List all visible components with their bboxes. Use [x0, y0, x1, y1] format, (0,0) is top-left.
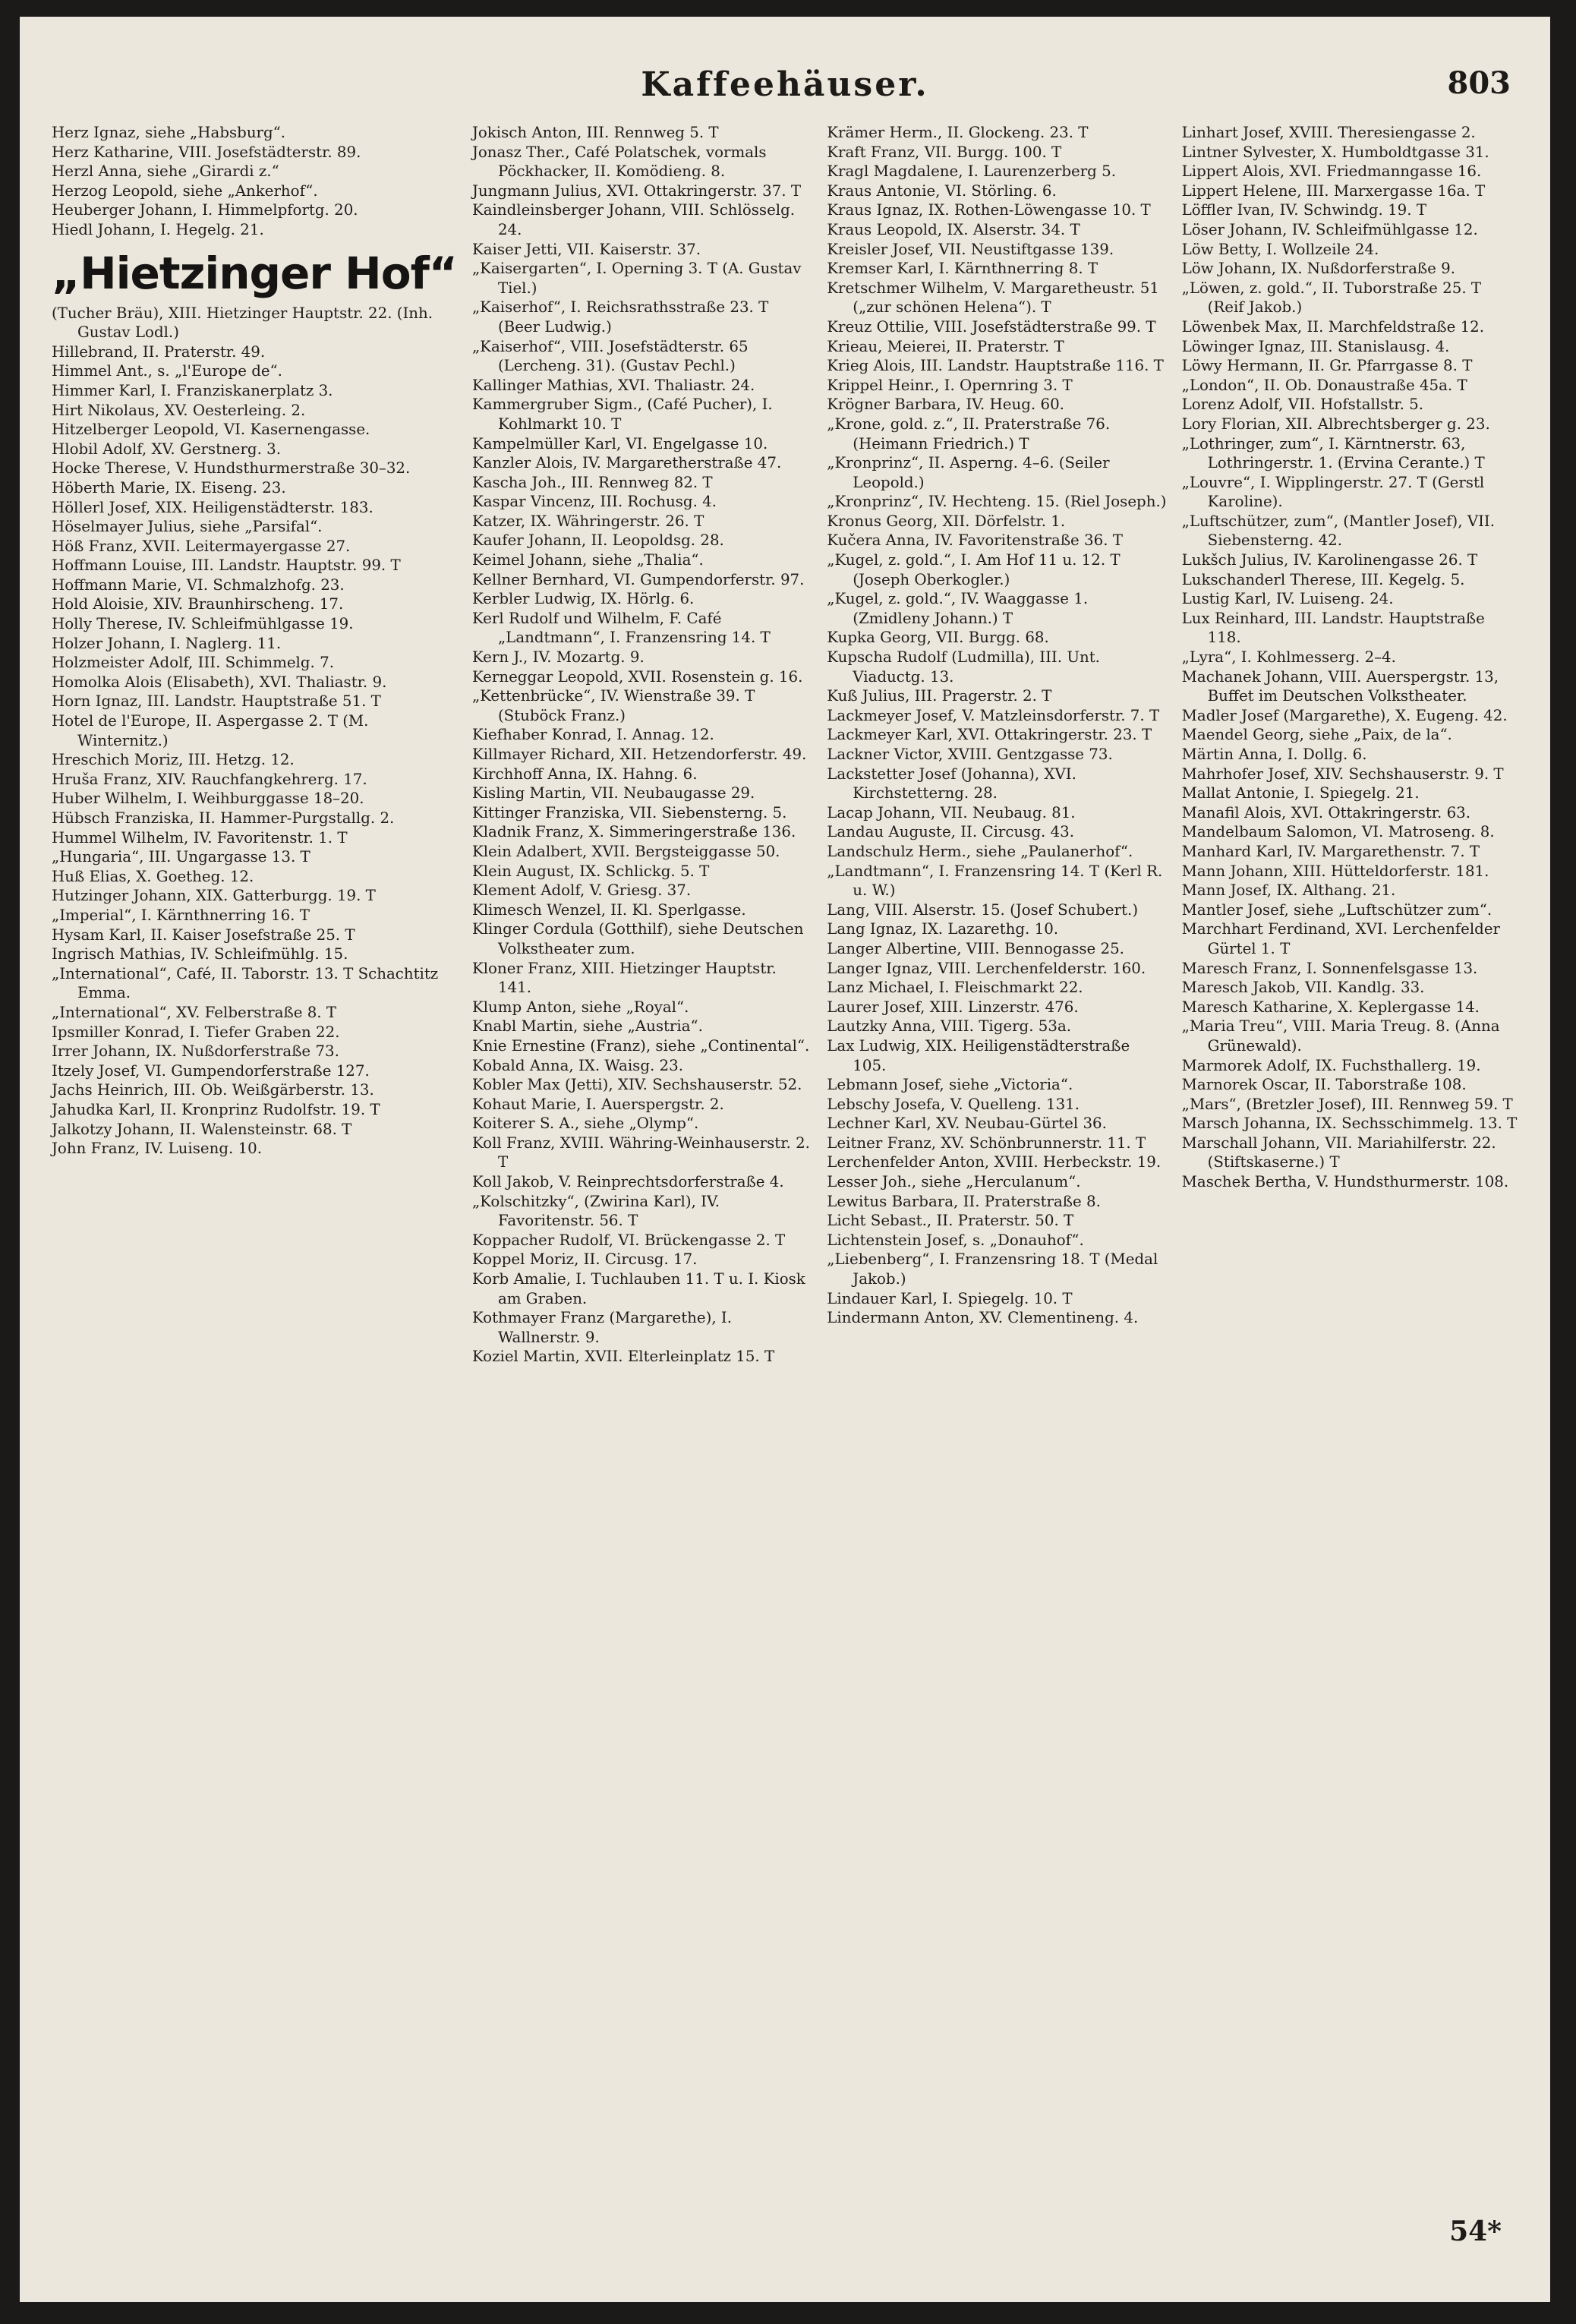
directory-entry: Lackner Victor, XVIII. Gentzgasse 73. [827, 746, 1113, 763]
directory-entry: Klimesch Wenzel, II. Kl. Sperlgasse. [471, 900, 746, 919]
directory-entry: John Franz, IV. Luiseng. 10. [52, 1140, 263, 1158]
directory-entry: Hitzelberger Leopold, VI. Kasernengasse. [52, 421, 370, 439]
directory-entry: Hlobil Adolf, XV. Gerstnerg. 3. [52, 440, 282, 458]
directory-entry: „Louvre“, I. Wipplingerstr. 27. T (Gerstl Karoline). [1181, 473, 1485, 511]
column-4 [1182, 123, 1521, 2188]
directory-entry: Kascha Joh., III. Rennweg 82. T [471, 473, 713, 491]
directory-entry: Hold Aloisie, XIV. Braunhirscheng. 17. [52, 595, 344, 613]
directory-entry: „Hungaria“, III. Ungargasse 13. T [52, 848, 310, 866]
directory-entry: Kreisler Josef, VII. Neustiftgasse 139. [827, 240, 1114, 258]
directory-entry: Kaufer Johann, II. Leopoldsg. 28. [471, 531, 724, 550]
directory-entry: „London“, II. Ob. Donaustraße 45a. T [1181, 376, 1467, 394]
directory-entry: Kladnik Franz, X. Simmeringerstraße 136. [471, 823, 796, 841]
directory-entry: Mahrhofer Josef, XIV. Sechshauserstr. 9. T [1181, 765, 1504, 783]
directory-entry: Lanz Michael, I. Fleischmarkt 22. [827, 979, 1083, 997]
directory-entry: Lackstetter Josef (Johanna), XVI. Kirchstetterng. 28. [827, 765, 1076, 803]
directory-entry: Langer Albertine, VIII. Bennogasse 25. [827, 939, 1124, 957]
directory-entry: Jokisch Anton, III. Rennweg 5. T [471, 124, 719, 141]
directory-entry: Kammergruber Sigm., (Café Pucher), I. Kohlmarkt 10. T [471, 396, 773, 433]
directory-entry: Höberth Marie, IX. Eiseng. 23. [52, 478, 286, 497]
column-2 [472, 123, 812, 2188]
directory-entry: Manafil Alois, XVI. Ottakringerstr. 63. [1181, 803, 1471, 821]
directory-page [20, 17, 1550, 2302]
directory-entry: Licht Sebast., II. Praterstr. 50. T [827, 1212, 1074, 1230]
directory-entry: Lax Ludwig, XIX. Heiligenstädterstraße 105. [827, 1036, 1130, 1074]
page-title: Kaffeehäuser. [641, 65, 929, 104]
directory-entry: Itzely Josef, VI. Gumpendorferstraße 127. [52, 1061, 370, 1080]
directory-entry: Landschulz Herm., siehe „Paulanerhof“. [827, 842, 1133, 860]
directory-entry: Heuberger Johann, I. Himmelpfortg. 20. [52, 201, 358, 219]
directory-entry: Jonasz Ther., Café Polatschek, vormals Pöckhacker, II. Komödieng. 8. [471, 143, 767, 181]
directory-entry: Kobald Anna, IX. Waisg. 23. [471, 1056, 684, 1074]
directory-entry: „Kaiserhof“, VIII. Josefstädterstr. 65 (Lercheng. 31). (Gustav Pechl.) [471, 337, 749, 375]
directory-entry: Krämer Herm., II. Glockeng. 23. T [827, 124, 1089, 141]
directory-entry: Kraus Leopold, IX. Alserstr. 34. T [827, 220, 1080, 238]
directory-entry: Hirt Nikolaus, XV. Oesterleing. 2. [52, 401, 306, 419]
directory-entry: Leitner Franz, XV. Schönbrunnerstr. 11. T [827, 1134, 1146, 1152]
directory-entry: Himmel Ant., s. „l'Europe de“. [52, 362, 282, 380]
directory-entry: Kerl Rudolf und Wilhelm, F. Café „Landtmann“, I. Franzensring 14. T [471, 609, 771, 647]
directory-entry: Madler Josef (Margarethe), X. Eugeng. 42. [1181, 706, 1508, 724]
running-head [20, 65, 1550, 118]
directory-entry: Kerbler Ludwig, IX. Hörlg. 6. [471, 590, 695, 608]
directory-entry: Klump Anton, siehe „Royal“. [471, 998, 689, 1016]
directory-entry: Klein Adalbert, XVII. Bergsteiggasse 50. [471, 842, 780, 860]
directory-entry: Hoffmann Louise, III. Landstr. Hauptstr. 99. T [52, 557, 401, 575]
directory-entry: Mantler Josef, siehe „Luftschützer zum“. [1181, 900, 1492, 919]
directory-entry: Marchhart Ferdinand, XVI. Lerchenfelder Gürtel 1. T [1181, 920, 1500, 957]
directory-entry: Lang Ignaz, IX. Lazarethg. 10. [827, 920, 1059, 938]
directory-entry: Koziel Martin, XVII. Elterleinplatz 15. T [471, 1348, 775, 1366]
directory-entry: Löffler Ivan, IV. Schwindg. 19. T [1181, 201, 1427, 219]
directory-entry: Kittinger Franziska, VII. Siebensterng. 5. [471, 803, 787, 821]
directory-entry: „Imperial“, I. Kärnthnerring 16. T [52, 906, 310, 924]
directory-entry: Lebschy Josefa, V. Quelleng. 131. [827, 1095, 1080, 1113]
directory-entry: „Mars“, (Bretzler Josef), III. Rennweg 59. T [1181, 1095, 1513, 1113]
directory-entry: Hillebrand, II. Praterstr. 49. [52, 342, 266, 361]
directory-entry: Klein August, IX. Schlickg. 5. T [471, 862, 710, 880]
directory-entry: Hreschich Moriz, III. Hetzg. 12. [52, 751, 295, 769]
directory-entry: Kupka Georg, VII. Burgg. 68. [827, 629, 1049, 647]
directory-entry: Kaiser Jetti, VII. Kaiserstr. 37. [471, 240, 701, 258]
directory-entry: Hiedl Johann, I. Hegelg. 21. [52, 220, 264, 238]
directory-entry: Lewitus Barbara, II. Praterstraße 8. [827, 1192, 1101, 1210]
directory-entry: Lacap Johann, VII. Neubaug. 81. [827, 803, 1076, 821]
directory-entry: Kretschmer Wilhelm, V. Margaretheustr. 51 („zur schönen Helena“). T [827, 279, 1159, 317]
directory-entry: Kothmayer Franz (Margarethe), I. Wallnerstr. 9. [471, 1309, 733, 1346]
directory-entry: Kerneggar Leopold, XVII. Rosenstein g. 16. [471, 667, 803, 686]
directory-entry: Homolka Alois (Elisabeth), XVI. Thaliastr. 9. [52, 673, 387, 691]
directory-entry: Lux Reinhard, III. Landstr. Hauptstraße 118. [1181, 609, 1485, 647]
directory-entry: Hoffmann Marie, VI. Schmalzhofg. 23. [52, 575, 345, 594]
directory-entry: Herzog Leopold, siehe „Ankerhof“. [52, 181, 318, 200]
directory-entry: Löser Johann, IV. Schleifmühlgasse 12. [1181, 220, 1478, 238]
directory-entry: „Liebenberg“, I. Franzensring 18. T (Medal Jakob.) [827, 1250, 1158, 1288]
directory-entry: Lerchenfelder Anton, XVIII. Herbeckstr. 19. [827, 1153, 1162, 1171]
directory-entry: Kisling Martin, VII. Neubaugasse 29. [471, 784, 755, 803]
directory-entry: Huß Elias, X. Goetheg. 12. [52, 867, 254, 885]
column-1 [52, 123, 457, 2188]
directory-entry: „Kronprinz“, IV. Hechteng. 15. (Riel Joseph.) [827, 493, 1167, 511]
directory-entry: Löwy Hermann, II. Gr. Pfarrgasse 8. T [1181, 357, 1473, 375]
directory-entry: Lackmeyer Josef, V. Matzleinsdorferstr. 7. T [827, 706, 1160, 724]
directory-entry: Katzer, IX. Währingerstr. 26. T [471, 512, 704, 530]
directory-entry: „Kaiserhof“, I. Reichsrathsstraße 23. T (Beer Ludwig.) [471, 298, 769, 336]
directory-entry: Kaspar Vincenz, III. Rochusg. 4. [471, 493, 717, 511]
directory-entry: Holzer Johann, I. Naglerg. 11. [52, 634, 282, 652]
directory-entry: Laurer Josef, XIII. Linzerstr. 476. [827, 998, 1079, 1016]
directory-entry: Kirchhoff Anna, IX. Hahng. 6. [471, 765, 698, 783]
directory-entry: Keimel Johann, siehe „Thalia“. [471, 551, 704, 569]
directory-entry: „Kugel, z. gold.“, I. Am Hof 11 u. 12. T (Joseph Oberkogler.) [827, 551, 1121, 588]
directory-entry: „Maria Treu“, VIII. Maria Treug. 8. (Anna Grünewald). [1181, 1017, 1500, 1055]
directory-entry: Korb Amalie, I. Tuchlauben 11. T u. I. Kiosk am Graben. [471, 1270, 805, 1307]
directory-entry: Höselmayer Julius, siehe „Parsifal“. [52, 518, 323, 536]
featured-entry-heading: „Hietzinger Hof“ [52, 247, 457, 299]
directory-entry: „Kettenbrücke“, IV. Wienstraße 39. T (Stuböck Franz.) [471, 687, 755, 724]
directory-entry: Jungmann Julius, XVI. Ottakringerstr. 37. T [471, 181, 802, 200]
directory-entry: Knabl Martin, siehe „Austria“. [471, 1017, 703, 1036]
directory-entry: Jahudka Karl, II. Kronprinz Rudolfstr. 19. T [52, 1100, 380, 1118]
directory-entry: Löwinger Ignaz, III. Stanislausg. 4. [1181, 337, 1450, 355]
directory-entry: Koll Franz, XVIII. Währing-Weinhauserstr. 2. T [471, 1134, 810, 1171]
directory-entry: Kraus Ignaz, IX. Rothen-Löwengasse 10. T [827, 201, 1151, 219]
directory-entry: Mann Johann, XIII. Hütteldorferstr. 181. [1181, 862, 1489, 880]
directory-entry: Löwenbek Max, II. Marchfeldstraße 12. [1181, 317, 1485, 336]
directory-entry: Landau Auguste, II. Circusg. 43. [827, 823, 1075, 841]
directory-entry: Mallat Antonie, I. Spiegelg. 21. [1181, 784, 1420, 803]
directory-entry: Märtin Anna, I. Dollg. 6. [1181, 746, 1367, 763]
directory-entry: Lautzky Anna, VIII. Tigerg. 53a. [827, 1017, 1072, 1036]
directory-entry: Kobler Max (Jetti), XIV. Sechshauserstr. 52. [471, 1076, 802, 1094]
directory-entry: Holzmeister Adolf, III. Schimmelg. 7. [52, 654, 334, 672]
directory-entry: Kern J., IV. Mozartg. 9. [471, 648, 645, 667]
listing-columns [52, 123, 1521, 2188]
directory-entry: Höß Franz, XVII. Leitermayergasse 27. [52, 537, 351, 555]
directory-entry: Kampelmüller Karl, VI. Engelgasse 10. [471, 434, 768, 453]
directory-entry: Ingrisch Mathias, IV. Schleifmühlg. 15. [52, 945, 348, 963]
directory-entry: Krippel Heinr., I. Opernring 3. T [827, 376, 1073, 394]
directory-entry: Kraft Franz, VII. Burgg. 100. T [827, 143, 1062, 161]
directory-entry: Linhart Josef, XVIII. Theresiengasse 2. [1181, 124, 1476, 141]
directory-entry: Lackmeyer Karl, XVI. Ottakringerstr. 23. T [827, 726, 1152, 744]
directory-entry: „Krone, gold. z.“, II. Praterstraße 76. (Heimann Friedrich.) T [827, 415, 1111, 453]
directory-entry: Hutzinger Johann, XIX. Gatterburgg. 19. T [52, 887, 376, 905]
directory-entry: Löw Betty, I. Wollzeile 24. [1181, 240, 1379, 258]
directory-entry: Maschek Bertha, V. Hundsthurmerstr. 108. [1181, 1173, 1509, 1191]
directory-entry: Löw Johann, IX. Nußdorferstraße 9. [1181, 260, 1456, 278]
directory-entry: Hocke Therese, V. Hundsthurmerstraße 30–32. [52, 459, 411, 478]
directory-entry: Kronus Georg, XII. Dörfelstr. 1. [827, 512, 1066, 530]
directory-entry: Lintner Sylvester, X. Humboldtgasse 31. [1181, 143, 1489, 161]
directory-entry: Hübsch Franziska, II. Hammer-Purgstallg. 2. [52, 809, 395, 827]
directory-entry: Lechner Karl, XV. Neubau-Gürtel 36. [827, 1115, 1107, 1133]
directory-entry: Lippert Helene, III. Marxergasse 16a. T [1181, 181, 1486, 200]
directory-entry: „Kugel, z. gold.“, IV. Waaggasse 1. (Zmidleny Johann.) T [827, 590, 1089, 627]
directory-entry: Kaindleinsberger Johann, VIII. Schlösselg. 24. [471, 201, 796, 238]
directory-entry: Marsch Johanna, IX. Sechsschimmelg. 13. T [1181, 1115, 1518, 1133]
directory-entry: Hysam Karl, II. Kaiser Josefstraße 25. T [52, 926, 355, 944]
directory-entry: Kohaut Marie, I. Auerspergstr. 2. [471, 1095, 724, 1113]
directory-entry: Maendel Georg, siehe „Paix, de la“. [1181, 726, 1452, 744]
directory-entry: „Kolschitzky“, (Zwirina Karl), IV. Favoritenstr. 56. T [471, 1192, 720, 1230]
directory-entry: Lindauer Karl, I. Spiegelg. 10. T [827, 1289, 1073, 1307]
directory-entry: Koppacher Rudolf, VI. Brückengasse 2. T [471, 1231, 786, 1249]
directory-entry: Herzl Anna, siehe „Girardi z.“ [52, 162, 279, 181]
page-number: 803 [1447, 65, 1511, 101]
directory-entry: „Löwen, z. gold.“, II. Tuborstraße 25. T (Reif Jakob.) [1181, 279, 1482, 317]
directory-entry: Kallinger Mathias, XVI. Thaliastr. 24. [471, 376, 755, 394]
directory-entry: „International“, Café, II. Taborstr. 13. T Schachtitz Emma. [52, 964, 439, 1002]
directory-entry: Killmayer Richard, XII. Hetzendorferstr. 49. [471, 746, 807, 763]
directory-entry: Lesser Joh., siehe „Herculanum“. [827, 1173, 1081, 1191]
directory-entry: Höllerl Josef, XIX. Heiligenstädterstr. 183. [52, 498, 374, 516]
directory-entry: Irrer Johann, IX. Nußdorferstraße 73. [52, 1042, 339, 1061]
directory-entry: Lang, VIII. Alserstr. 15. (Josef Schubert.) [827, 900, 1139, 919]
directory-entry: Krieau, Meierei, II. Praterstr. T [827, 337, 1064, 355]
directory-entry: Lindermann Anton, XV. Clementineng. 4. [827, 1309, 1139, 1327]
directory-entry: Koppel Moriz, II. Circusg. 17. [471, 1250, 698, 1269]
directory-entry: „Luftschützer, zum“, (Mantler Josef), VII. Siebensterng. 42. [1181, 512, 1496, 550]
directory-entry: Jalkotzy Johann, II. Walensteinstr. 68. T [52, 1120, 352, 1138]
directory-entry: Kraus Antonie, VI. Störling. 6. [827, 181, 1057, 200]
directory-entry: Jachs Heinrich, III. Ob. Weißgärberstr. 13. [52, 1081, 374, 1099]
directory-entry: Hotel de l'Europe, II. Aspergasse 2. T (M. Winternitz.) [52, 712, 369, 749]
directory-entry: Lory Florian, XII. Albrechtsberger g. 23. [1181, 415, 1490, 433]
directory-entry: Langer Ignaz, VIII. Lerchenfelderstr. 160. [827, 959, 1146, 977]
directory-entry: Herz Ignaz, siehe „Habsburg“. [52, 124, 286, 141]
directory-entry: Lorenz Adolf, VII. Hofstallstr. 5. [1181, 396, 1424, 414]
directory-entry: „Kronprinz“, II. Asperng. 4–6. (Seiler Leopold.) [827, 454, 1110, 491]
directory-entry: Koiterer S. A., siehe „Olymp“. [471, 1115, 699, 1133]
directory-entry: Lichtenstein Josef, s. „Donauhof“. [827, 1231, 1084, 1249]
directory-entry: „Lyra“, I. Kohlmesserg. 2–4. [1181, 648, 1396, 667]
directory-entry: „Kaisergarten“, I. Operning 3. T (A. Gustav Tiel.) [471, 260, 802, 297]
directory-entry: Kiefhaber Konrad, I. Annag. 12. [471, 726, 714, 744]
directory-entry: Klinger Cordula (Gotthilf), siehe Deutschen Volkstheater zum. [471, 920, 804, 957]
directory-entry: Kloner Franz, XIII. Hietzinger Hauptstr. 141. [471, 959, 777, 997]
directory-entry: „International“, XV. Felberstraße 8. T [52, 1003, 337, 1021]
directory-entry: Lukschanderl Therese, III. Kegelg. 5. [1181, 570, 1465, 588]
directory-entry: Lukšch Julius, IV. Karolinengasse 26. T [1181, 551, 1478, 569]
directory-entry: Kragl Magdalene, I. Laurenzerberg 5. [827, 162, 1117, 181]
directory-entry: Kupscha Rudolf (Ludmilla), III. Unt. Viaductg. 13. [827, 648, 1100, 686]
directory-entry: Marnorek Oscar, II. Taborstraße 108. [1181, 1076, 1467, 1094]
directory-entry: Horn Ignaz, III. Landstr. Hauptstraße 51. T [52, 692, 381, 711]
directory-entry: Kremser Karl, I. Kärnthnerring 8. T [827, 260, 1098, 278]
directory-entry: Huber Wilhelm, I. Weihburggasse 18–20. [52, 790, 364, 808]
directory-entry: Krieg Alois, III. Landstr. Hauptstraße 116. T [827, 357, 1164, 375]
directory-entry: „Lothringer, zum“, I. Kärntnerstr. 63, Lothringerstr. 1. (Ervina Cerante.) T [1181, 434, 1485, 472]
directory-entry: Machanek Johann, VIII. Auerspergstr. 13, Buffet im Deutschen Volkstheater. [1181, 667, 1499, 705]
directory-entry: Maresch Franz, I. Sonnenfelsgasse 13. [1181, 959, 1478, 977]
directory-entry: Hummel Wilhelm, IV. Favoritenstr. 1. T [52, 828, 348, 847]
directory-entry: Lippert Alois, XVI. Friedmanngasse 16. [1181, 162, 1482, 181]
directory-entry: Kreuz Ottilie, VIII. Josefstädterstraße 99. T [827, 317, 1156, 336]
directory-entry: Manhard Karl, IV. Margarethenstr. 7. T [1181, 842, 1480, 860]
directory-entry: Lebmann Josef, siehe „Victoria“. [827, 1076, 1073, 1094]
directory-entry: Kuß Julius, III. Pragerstr. 2. T [827, 687, 1052, 705]
directory-entry: Kučera Anna, IV. Favoritenstraße 36. T [827, 531, 1123, 550]
directory-entry: Mann Josef, IX. Althang. 21. [1181, 881, 1396, 900]
directory-entry: Marschall Johann, VII. Mariahilferstr. 22. (Stiftskaserne.) T [1181, 1134, 1496, 1171]
directory-entry: Holly Therese, IV. Schleifmühlgasse 19. [52, 615, 354, 633]
directory-entry: Kellner Bernhard, VI. Gumpendorferstr. 97. [471, 570, 805, 588]
directory-entry: Mandelbaum Salomon, VI. Matroseng. 8. [1181, 823, 1495, 841]
signature-mark: 54* [1449, 2215, 1502, 2247]
directory-entry: Maresch Katharine, X. Keplergasse 14. [1181, 998, 1480, 1016]
directory-entry: Herz Katharine, VIII. Josefstädterstr. 89. [52, 143, 361, 161]
directory-entry: Marmorek Adolf, IX. Fuchsthallerg. 19. [1181, 1056, 1481, 1074]
directory-entry: Kanzler Alois, IV. Margaretherstraße 47. [471, 454, 782, 472]
directory-entry: Koll Jakob, V. Reinprechtsdorferstraße 4. [471, 1173, 784, 1191]
directory-entry: (Tucher Bräu), XIII. Hietzinger Hauptstr. 22. (Inh. Gustav Lodl.) [52, 304, 433, 342]
directory-entry: Krögner Barbara, IV. Heug. 60. [827, 396, 1064, 414]
directory-entry: „Landtmann“, I. Franzensring 14. T (Kerl R. u. W.) [827, 862, 1163, 900]
directory-entry: Klement Adolf, V. Griesg. 37. [471, 881, 692, 900]
column-3 [827, 123, 1166, 2188]
directory-entry: Maresch Jakob, VII. Kandlg. 33. [1181, 979, 1425, 997]
directory-entry: Himmer Karl, I. Franziskanerplatz 3. [52, 381, 333, 399]
directory-entry: Lustig Karl, IV. Luiseng. 24. [1181, 590, 1394, 608]
directory-entry: Knie Ernestine (Franz), siehe „Continental“. [471, 1036, 810, 1055]
directory-entry: Ipsmiller Konrad, I. Tiefer Graben 22. [52, 1023, 340, 1041]
directory-entry: Hruša Franz, XIV. Rauchfangkehrerg. 17. [52, 770, 367, 788]
